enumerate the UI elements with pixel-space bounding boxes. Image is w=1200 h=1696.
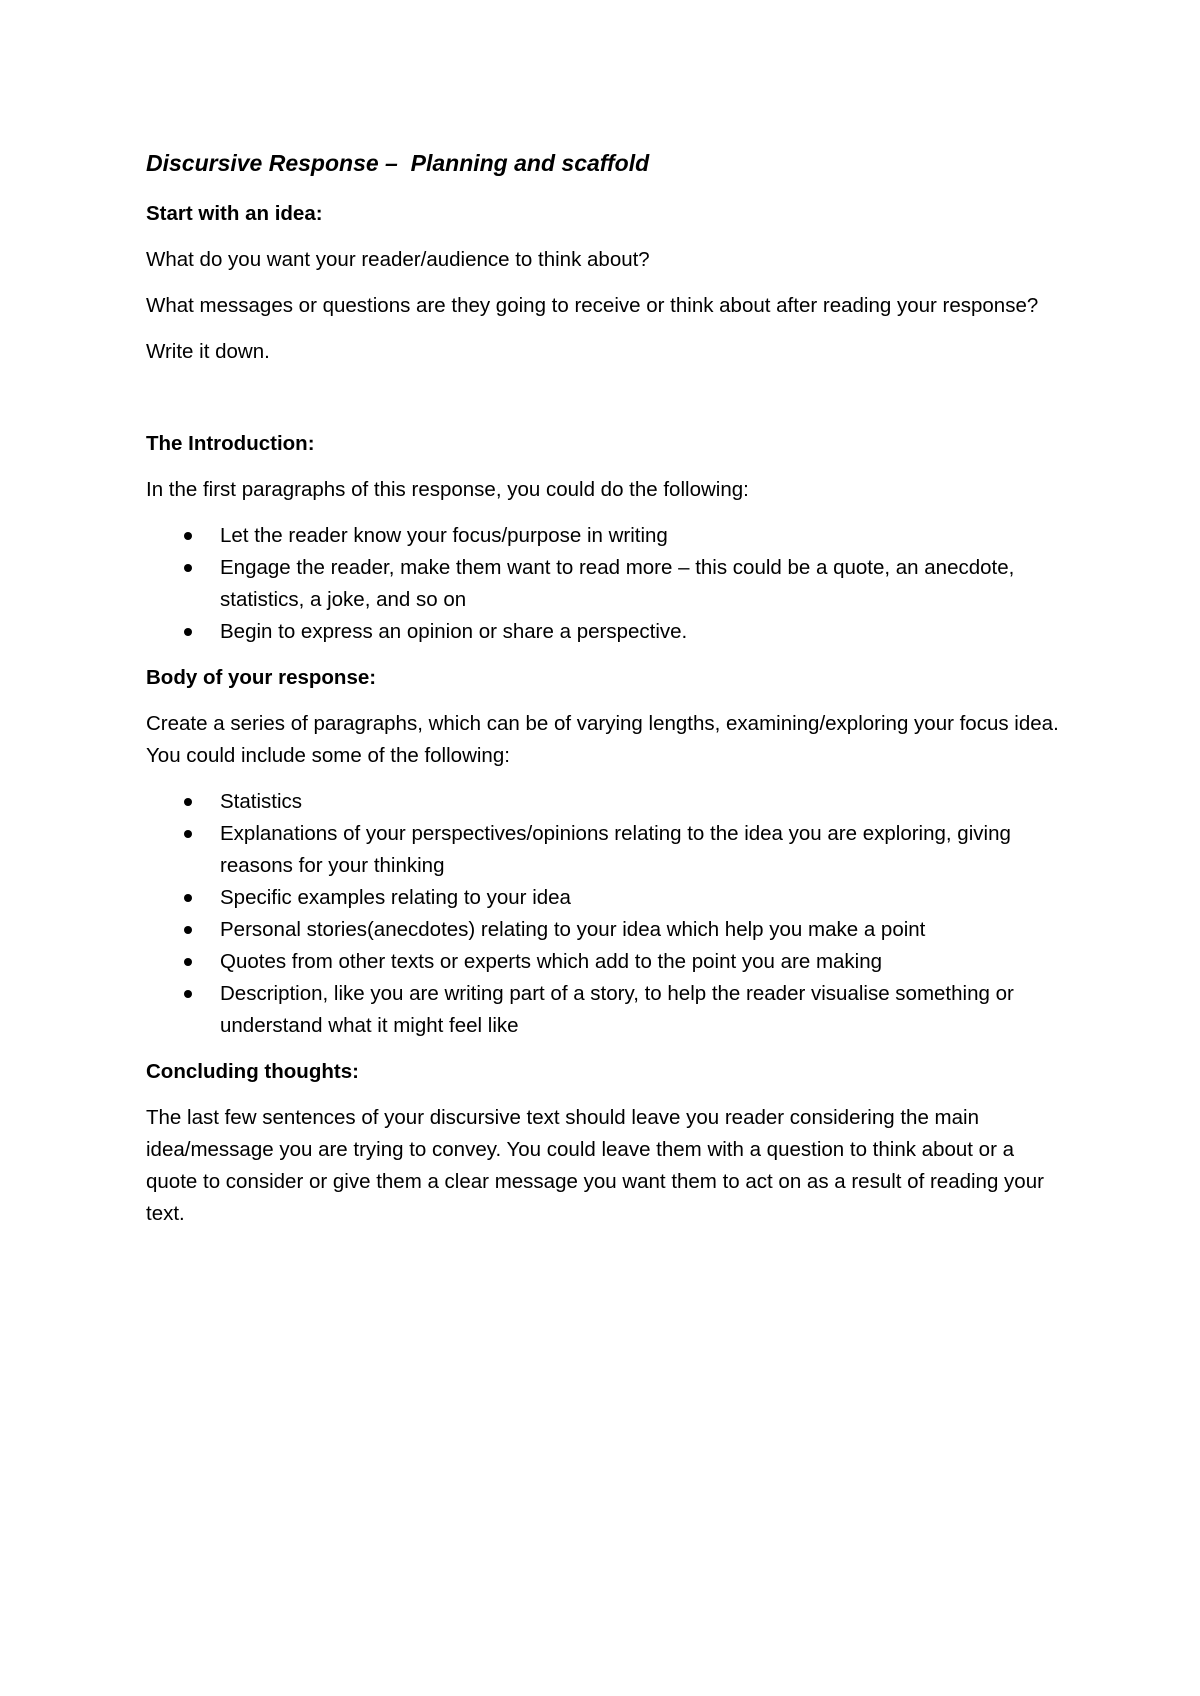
bullet-icon <box>184 798 192 806</box>
list-item-text: Let the reader know your focus/purpose in writing <box>220 524 668 547</box>
bullet-icon <box>184 926 192 934</box>
heading-introduction: The Introduction: <box>146 432 315 455</box>
bullet-icon <box>184 532 192 540</box>
list-item-text: Begin to express an opinion or share a perspective. <box>220 620 688 643</box>
list-item-text: Engage the reader, make them want to read more – this could be a quote, an anecdote, statistics, a joke, and so on <box>220 556 1015 611</box>
list-item <box>146 946 1066 978</box>
list-item <box>146 818 1066 882</box>
bullet-icon <box>184 894 192 902</box>
document-title: Discursive Response – Planning and scaffold <box>146 150 650 176</box>
list-item-text: Description, like you are writing part of a story, to help the reader visualise something or understand what it might feel like <box>220 982 1014 1037</box>
intro-lead: In the first paragraphs of this response, you could do the following: <box>146 478 749 501</box>
bullet-icon <box>184 958 192 966</box>
body-bullet-list <box>146 786 1066 1042</box>
list-item <box>146 786 1066 818</box>
list-item <box>146 616 1066 648</box>
list-item <box>146 914 1066 946</box>
list-item <box>146 978 1066 1042</box>
bullet-icon <box>184 628 192 636</box>
conclusion-paragraph: The last few sentences of your discursive text should leave you reader considering the main idea/message you are trying to convey. You could leave them with a question to think about or a quote to consider or give them a clear message you want them to act on as a result of reading your text. <box>146 1106 1044 1225</box>
list-item-text: Specific examples relating to your idea <box>220 886 571 909</box>
document-page <box>146 146 1066 1244</box>
list-item-text: Quotes from other texts or experts which add to the point you are making <box>220 950 883 973</box>
bullet-icon <box>184 564 192 572</box>
idea-paragraph-1: What do you want your reader/audience to think about? <box>146 248 650 271</box>
idea-paragraph-3: Write it down. <box>146 340 270 363</box>
blank-line <box>146 382 1066 428</box>
list-item <box>146 552 1066 616</box>
list-item-text: Explanations of your perspectives/opinions relating to the idea you are exploring, giving reasons for your thinking <box>220 822 1011 877</box>
body-lead: Create a series of paragraphs, which can be of varying lengths, examining/exploring your focus idea. You could include some of the following: <box>146 712 1059 767</box>
heading-body: Body of your response: <box>146 666 377 689</box>
list-item-text: Personal stories(anecdotes) relating to your idea which help you make a point <box>220 918 926 941</box>
list-item <box>146 882 1066 914</box>
bullet-icon <box>184 990 192 998</box>
heading-conclusion: Concluding thoughts: <box>146 1060 359 1083</box>
list-item-text: Statistics <box>220 790 303 813</box>
intro-bullet-list <box>146 520 1066 648</box>
bullet-icon <box>184 830 192 838</box>
list-item <box>146 520 1066 552</box>
heading-start-with-idea: Start with an idea: <box>146 202 323 225</box>
idea-paragraph-2: What messages or questions are they going to receive or think about after reading your response? <box>146 294 1039 317</box>
